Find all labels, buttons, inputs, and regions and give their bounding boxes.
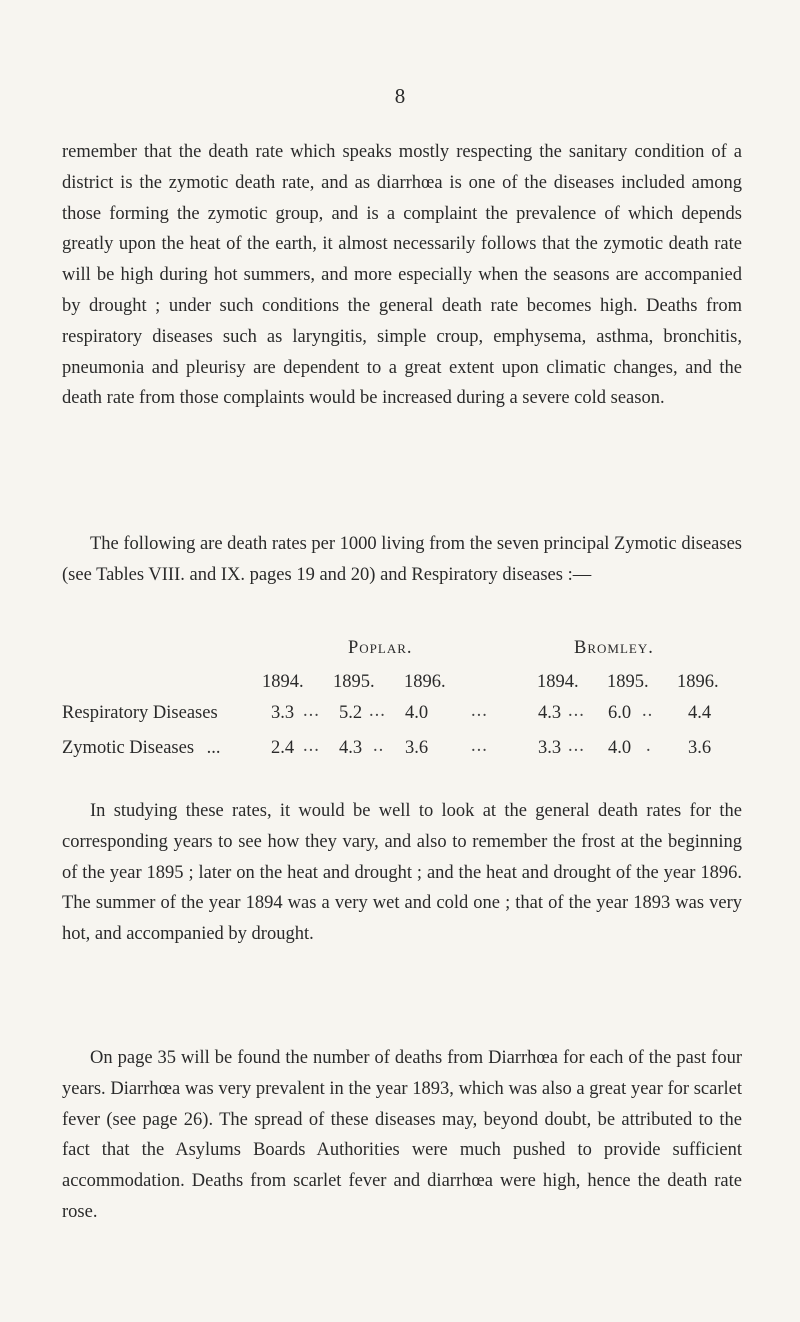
table-cell: 3.3: [538, 738, 562, 758]
table-cell: 3.3: [271, 703, 295, 723]
leader-dots: ...: [303, 701, 320, 721]
year-header: 1894.: [537, 672, 579, 692]
leader-dots: ...: [568, 736, 585, 756]
paragraph-4: On page 35 will be found the number of deaths from Diarrhœa for each of the past four years. Diarrhœa was very prevalent in the year 1893, which was also a great year for scarlet fever (see page 26). The spread of these diseases may, beyond doubt, be attributed to the fact that the Asylums Boards Authorities were much pushed to provide sufficient accommodation. Deaths from scarlet fever and diarrhœa were high, hence the death rate rose.: [62, 1048, 742, 1222]
table-cell: 3.6: [688, 738, 712, 758]
paragraph-2: The following are death rates per 1000 living from the seven principal Zymotic diseases (see Tables VIII. and IX. pages 19 and 20) and Respiratory diseases :—: [62, 534, 742, 585]
leader-dots: ..: [373, 736, 385, 756]
row-label-zymotic: [62, 738, 221, 759]
table-cell: 3.6: [405, 738, 429, 758]
district-header-bromley: Bromley.: [574, 638, 654, 658]
year-header: 1896.: [677, 672, 719, 692]
leader-dots: ...: [471, 701, 488, 721]
table-cell: 4.3: [339, 738, 363, 758]
row-label-text: Zymotic Diseases: [62, 738, 195, 758]
leader-dots: ...: [471, 736, 488, 756]
page-number: 8: [394, 84, 406, 108]
year-header: 1896.: [404, 672, 446, 692]
leader-dots: ...: [303, 736, 320, 756]
year-header: 1895.: [333, 672, 375, 692]
table-cell: 5.2: [339, 703, 363, 723]
table-cell: 2.4: [271, 738, 295, 758]
paragraph-1: remember that the death rate which speaks mostly respecting the sanitary condition of a district is the zymotic death rate, and as diarrhœa is one of the diseases included among those forming the zymotic group, and is a complaint the prevalence of which depends greatly upon the heat of the earth, it almost necessarily follows that the zymotic death rate will be high during hot summers, and more especially when the seasons are accompanied by drought ; under such conditions the general death rate becomes high. Deaths from respiratory diseases such as laryngitis, simple croup, emphysema, asthma, bronchitis, pneumonia and pleurisy are dependent to a great extent upon climatic changes, and the death rate from those complaints would be increased during a severe cold season.: [62, 142, 742, 409]
year-header: 1895.: [607, 672, 649, 692]
leader-dots: ...: [369, 701, 386, 721]
year-header: 1894.: [262, 672, 304, 692]
table-cell: 6.0: [608, 703, 632, 723]
table-cell: 4.0: [608, 738, 632, 758]
leader-dots: .: [646, 736, 652, 756]
table-cell: 4.4: [688, 703, 712, 723]
leader-dots: ...: [568, 701, 585, 721]
paragraph-3: In studying these rates, it would be well to look at the general death rates for the corresponding years to see how they vary, and also to remember the frost at the beginning of the year 1895 ; later on the heat and drought ; and the heat and drought of the year 1896. The summer of the year 1894 was a very wet and cold one ; that of the year 1893 was very hot, and accompanied by drought.: [62, 801, 742, 945]
district-header-poplar: Poplar.: [348, 638, 413, 658]
table-cell: 4.3: [538, 703, 562, 723]
row-label-respiratory: Respiratory Diseases: [62, 703, 218, 723]
table-cell: 4.0: [405, 703, 429, 723]
leader-dots: ...: [206, 738, 221, 758]
leader-dots: ..: [642, 701, 654, 721]
